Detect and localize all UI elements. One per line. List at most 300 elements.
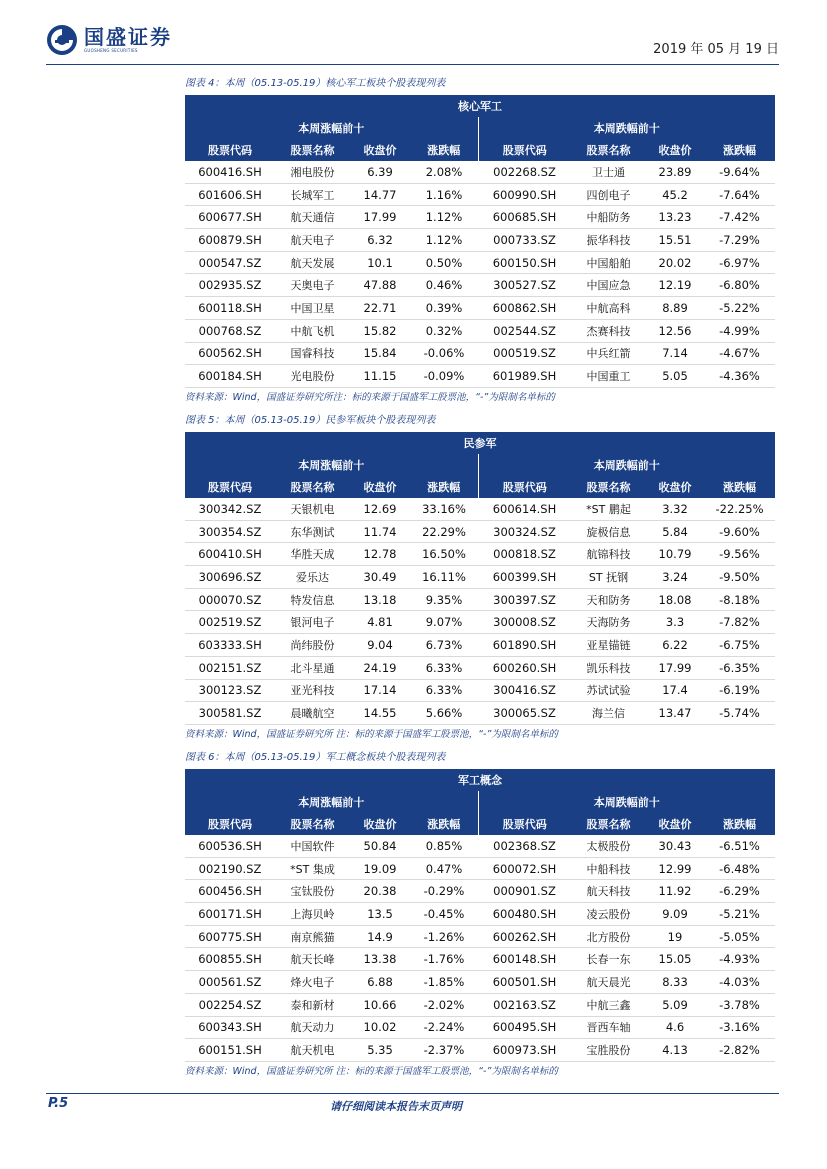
table-cell: 晋西车轴 [571,1016,646,1039]
table-row [185,206,775,229]
table-row [185,183,775,206]
table-cell: 300342.SZ [185,498,275,520]
stock-table [185,769,775,1062]
table-cell: 烽火电子 [275,971,350,994]
table-cell: 中兵红箭 [571,342,646,365]
table-cell: 特发信息 [275,588,350,611]
down-group-header: 本周跌幅前十 [478,791,775,813]
column-header: 股票代码 [185,139,275,161]
table-cell: -5.05% [704,925,775,948]
table-cell: 600410.SH [185,543,275,566]
table-cell: 002544.SZ [478,319,571,342]
table-cell: 6.33% [410,656,478,679]
source-note: 资料来源：Wind，国盛证券研究所 注：标的来源于国盛军工股票池，“-”为限制名单标的 [185,728,558,740]
table-row [185,229,775,252]
table-cell: 50.84 [350,835,410,857]
table-cell: -4.93% [704,948,775,971]
table-cell: -7.42% [704,206,775,229]
source-note: 资料来源：Wind，国盛证券研究所 注：标的来源于国盛军工股票池，“-”为限制名单标的 [185,1065,558,1077]
table-cell: 600456.SH [185,880,275,903]
table-cell: 航天发展 [275,251,350,274]
table-cell: 600501.SH [478,971,571,994]
column-header: 涨跌幅 [410,813,478,835]
table-cell: -0.09% [410,365,478,388]
table-cell: 9.09 [646,903,704,926]
table-cell: 600260.SH [478,656,571,679]
table-cell: 12.56 [646,319,704,342]
table-cell: 3.32 [646,498,704,520]
table-row [185,925,775,948]
table-cell: 南京熊猫 [275,925,350,948]
table-row [185,365,775,388]
table-cell: 11.74 [350,520,410,543]
table-cell: 15.82 [350,319,410,342]
table-cell: 300581.SZ [185,702,275,725]
table-cell: 航天晨光 [571,971,646,994]
table-body [185,161,775,387]
table-row [185,857,775,880]
table-title: 核心军工 [185,95,775,117]
table-cell: 尚纬股份 [275,634,350,657]
table-cell: 23.89 [646,161,704,183]
table-cell: 17.99 [646,656,704,679]
table-caption: 图表 6：本周（05.13-05.19）军工概念板块个股表现列表 [185,752,446,763]
table-cell: 泰和新材 [275,993,350,1016]
table-cell: 000818.SZ [478,543,571,566]
table-cell: 600990.SH [478,183,571,206]
table-row [185,498,775,520]
stock-table [185,432,775,725]
table-cell: 002163.SZ [478,993,571,1016]
column-header: 股票代码 [478,476,571,498]
table-section-civil-military [185,413,775,743]
column-header: 股票代码 [478,139,571,161]
table-row [185,835,775,857]
table-cell: 600536.SH [185,835,275,857]
table-cell: 12.69 [350,498,410,520]
table-cell: 中国船舶 [571,251,646,274]
table-cell: 海兰信 [571,702,646,725]
table-cell: 14.77 [350,183,410,206]
up-group-header: 本周涨幅前十 [185,791,478,813]
table-cell: 13.38 [350,948,410,971]
table-caption: 图表 4：本周（05.13-05.19）核心军工板块个股表现列表 [185,78,446,89]
table-cell: 6.39 [350,161,410,183]
table-title: 民参军 [185,432,775,454]
table-cell: 600775.SH [185,925,275,948]
table-cell: 22.29% [410,520,478,543]
table-cell: *ST 鹏起 [571,498,646,520]
table-cell: 0.50% [410,251,478,274]
table-cell: 13.23 [646,206,704,229]
table-cell: 600072.SH [478,857,571,880]
table-cell: -6.97% [704,251,775,274]
logo-text: 国盛证券 [84,25,172,49]
table-cell: 600495.SH [478,1016,571,1039]
table-cell: 15.51 [646,229,704,252]
table-cell: 10.66 [350,993,410,1016]
table-cell: 北斗星通 [275,656,350,679]
table-row [185,1016,775,1039]
table-cell: 爱乐达 [275,566,350,589]
column-header: 股票名称 [571,476,646,498]
table-cell: -5.74% [704,702,775,725]
table-cell: 亚光科技 [275,679,350,702]
table-cell: 卫士通 [571,161,646,183]
column-header: 股票代码 [478,813,571,835]
down-group-header: 本周跌幅前十 [478,117,775,139]
table-cell: 12.99 [646,857,704,880]
column-header: 收盘价 [350,813,410,835]
table-row [185,543,775,566]
footer-disclaimer: 请仔细阅读本报告末页声明 [330,1100,462,1113]
table-cell: 12.78 [350,543,410,566]
table-cell: -4.99% [704,319,775,342]
table-cell: 5.66% [410,702,478,725]
table-cell: 002254.SZ [185,993,275,1016]
table-cell: -7.82% [704,611,775,634]
table-cell: 3.3 [646,611,704,634]
table-cell: 12.19 [646,274,704,297]
table-cell: 600973.SH [478,1039,571,1062]
column-header: 收盘价 [646,813,704,835]
table-cell: -3.78% [704,993,775,1016]
table-cell: 600399.SH [478,566,571,589]
table-cell: -9.64% [704,161,775,183]
table-cell: -9.60% [704,520,775,543]
table-cell: -22.25% [704,498,775,520]
table-cell: 亚星锚链 [571,634,646,657]
table-cell: 8.89 [646,297,704,320]
table-cell: 天海防务 [571,611,646,634]
table-cell: 旋极信息 [571,520,646,543]
table-cell: 0.39% [410,297,478,320]
page-number: P.5 [48,1096,69,1111]
table-cell: 振华科技 [571,229,646,252]
table-body [185,498,775,724]
table-cell: 000768.SZ [185,319,275,342]
table-row [185,880,775,903]
table-cell: 600879.SH [185,229,275,252]
table-cell: -2.02% [410,993,478,1016]
table-cell: 000733.SZ [478,229,571,252]
table-cell: 603333.SH [185,634,275,657]
table-cell: 24.19 [350,656,410,679]
table-cell: 600150.SH [478,251,571,274]
table-cell: 杰赛科技 [571,319,646,342]
table-cell: 300065.SZ [478,702,571,725]
table-cell: 600562.SH [185,342,275,365]
table-cell: -9.50% [704,566,775,589]
column-header: 涨跌幅 [410,476,478,498]
table-row [185,679,775,702]
table-cell: 14.9 [350,925,410,948]
table-cell: 1.12% [410,206,478,229]
table-cell: 600171.SH [185,903,275,926]
table-cell: -0.29% [410,880,478,903]
table-cell: 600614.SH [478,498,571,520]
table-row [185,588,775,611]
table-caption: 图表 5：本周（05.13-05.19）民参军板块个股表现列表 [185,415,436,426]
table-cell: 33.16% [410,498,478,520]
table-cell: 002935.SZ [185,274,275,297]
table-cell: 太极股份 [571,835,646,857]
table-cell: -7.64% [704,183,775,206]
table-cell: -6.75% [704,634,775,657]
table-cell: 北方股份 [571,925,646,948]
table-cell: 7.14 [646,342,704,365]
table-cell: 19 [646,925,704,948]
table-cell: 13.18 [350,588,410,611]
table-cell: -0.45% [410,903,478,926]
column-header: 股票名称 [275,476,350,498]
table-cell: -5.22% [704,297,775,320]
table-row [185,297,775,320]
table-cell: 30.43 [646,835,704,857]
table-cell: -6.51% [704,835,775,857]
table-body [185,835,775,1061]
table-cell: 17.4 [646,679,704,702]
table-cell: 002151.SZ [185,656,275,679]
table-cell: 0.85% [410,835,478,857]
table-cell: 13.47 [646,702,704,725]
table-cell: 中航飞机 [275,319,350,342]
table-cell: 航天动力 [275,1016,350,1039]
table-cell: 10.79 [646,543,704,566]
header-divider [46,64,779,65]
table-cell: *ST 集成 [275,857,350,880]
table-cell: 000901.SZ [478,880,571,903]
table-cell: 四创电子 [571,183,646,206]
table-cell: -3.16% [704,1016,775,1039]
table-cell: 20.38 [350,880,410,903]
table-cell: -6.48% [704,857,775,880]
table-cell: 6.32 [350,229,410,252]
table-cell: -6.35% [704,656,775,679]
table-cell: 5.05 [646,365,704,388]
table-cell: 600151.SH [185,1039,275,1062]
column-header: 股票代码 [185,813,275,835]
table-cell: -2.82% [704,1039,775,1062]
table-cell: 14.55 [350,702,410,725]
column-header: 股票名称 [571,139,646,161]
table-cell: 300527.SZ [478,274,571,297]
table-cell: -7.29% [704,229,775,252]
table-cell: 600416.SH [185,161,275,183]
table-cell: 17.14 [350,679,410,702]
column-header: 涨跌幅 [704,476,775,498]
table-cell: 47.88 [350,274,410,297]
table-cell: 中航高科 [571,297,646,320]
column-header: 股票代码 [185,476,275,498]
table-cell: 20.02 [646,251,704,274]
table-cell: 航天通信 [275,206,350,229]
table-cell: 6.73% [410,634,478,657]
table-row [185,656,775,679]
column-header: 股票名称 [275,813,350,835]
table-cell: 300416.SZ [478,679,571,702]
table-cell: 002368.SZ [478,835,571,857]
table-cell: 300008.SZ [478,611,571,634]
table-cell: -6.19% [704,679,775,702]
table-cell: 16.11% [410,566,478,589]
table-cell: 600262.SH [478,925,571,948]
table-cell: 600118.SH [185,297,275,320]
table-cell: ST 抚钢 [571,566,646,589]
table-row [185,611,775,634]
column-header: 股票名称 [571,813,646,835]
table-cell: 601989.SH [478,365,571,388]
table-cell: 002268.SZ [478,161,571,183]
table-cell: 600184.SH [185,365,275,388]
table-cell: 湘电股份 [275,161,350,183]
table-cell: 11.92 [646,880,704,903]
table-cell: 8.33 [646,971,704,994]
table-cell: 30.49 [350,566,410,589]
table-cell: 天奥电子 [275,274,350,297]
table-cell: 凌云股份 [571,903,646,926]
table-cell: 002519.SZ [185,611,275,634]
table-cell: 0.47% [410,857,478,880]
table-cell: 中船防务 [571,206,646,229]
table-cell: -4.67% [704,342,775,365]
table-cell: 6.22 [646,634,704,657]
table-cell: -5.21% [704,903,775,926]
table-cell: 中船科技 [571,857,646,880]
stock-table [185,95,775,388]
table-cell: 宝胜股份 [571,1039,646,1062]
table-cell: 600343.SH [185,1016,275,1039]
table-cell: 苏试试验 [571,679,646,702]
table-cell: 中国应急 [571,274,646,297]
table-cell: -8.18% [704,588,775,611]
table-cell: 5.09 [646,993,704,1016]
table-cell: -6.80% [704,274,775,297]
table-cell: -2.24% [410,1016,478,1039]
table-row [185,948,775,971]
table-cell: 0.46% [410,274,478,297]
logo-subtext: GUOSHENG SECURITIES [84,48,138,53]
table-cell: 东华测试 [275,520,350,543]
table-row [185,903,775,926]
table-cell: 002190.SZ [185,857,275,880]
table-cell: 长春一东 [571,948,646,971]
table-cell: 6.33% [410,679,478,702]
table-row [185,566,775,589]
table-cell: 4.81 [350,611,410,634]
table-cell: 华胜天成 [275,543,350,566]
table-cell: -1.26% [410,925,478,948]
table-cell: 10.02 [350,1016,410,1039]
table-row [185,274,775,297]
table-cell: 0.32% [410,319,478,342]
table-cell: 300324.SZ [478,520,571,543]
table-row [185,342,775,365]
table-row [185,971,775,994]
table-cell: 9.35% [410,588,478,611]
source-note: 资料来源：Wind，国盛证券研究所注：标的来源于国盛军工股票池，“-”为限制名单标的 [185,391,555,403]
table-section-military-concept [185,750,775,1080]
column-header: 涨跌幅 [704,813,775,835]
table-cell: 2.08% [410,161,478,183]
table-row [185,251,775,274]
table-cell: -9.56% [704,543,775,566]
table-row [185,319,775,342]
table-cell: 上海贝岭 [275,903,350,926]
table-cell: -2.37% [410,1039,478,1062]
table-cell: -1.85% [410,971,478,994]
up-group-header: 本周涨幅前十 [185,117,478,139]
table-cell: 17.99 [350,206,410,229]
table-cell: 600855.SH [185,948,275,971]
table-cell: 300696.SZ [185,566,275,589]
column-header: 收盘价 [646,139,704,161]
table-cell: -4.36% [704,365,775,388]
table-cell: 中国重工 [571,365,646,388]
table-cell: 300123.SZ [185,679,275,702]
table-cell: 银河电子 [275,611,350,634]
table-cell: 601890.SH [478,634,571,657]
table-cell: 9.04 [350,634,410,657]
table-cell: 航天电子 [275,229,350,252]
table-cell: 601606.SH [185,183,275,206]
table-cell: 16.50% [410,543,478,566]
table-cell: 15.05 [646,948,704,971]
table-cell: 22.71 [350,297,410,320]
table-cell: 000519.SZ [478,342,571,365]
column-header: 收盘价 [646,476,704,498]
table-cell: 1.16% [410,183,478,206]
table-cell: 宝钛股份 [275,880,350,903]
table-cell: 18.08 [646,588,704,611]
table-cell: 凯乐科技 [571,656,646,679]
table-cell: 航天科技 [571,880,646,903]
table-cell: 5.84 [646,520,704,543]
table-cell: 天银机电 [275,498,350,520]
table-row [185,161,775,183]
table-cell: 4.6 [646,1016,704,1039]
table-cell: -4.03% [704,971,775,994]
table-cell: 000561.SZ [185,971,275,994]
table-cell: 航天机电 [275,1039,350,1062]
table-cell: 航天长峰 [275,948,350,971]
table-cell: -1.76% [410,948,478,971]
table-cell: 光电股份 [275,365,350,388]
table-cell: 晨曦航空 [275,702,350,725]
table-cell: 600148.SH [478,948,571,971]
table-cell: 中国软件 [275,835,350,857]
table-cell: -6.29% [704,880,775,903]
table-section-core-military [185,76,775,406]
column-header: 涨跌幅 [410,139,478,161]
table-cell: 13.5 [350,903,410,926]
table-cell: 15.84 [350,342,410,365]
page-header [0,0,827,66]
table-row [185,993,775,1016]
table-row [185,1039,775,1062]
table-cell: 5.35 [350,1039,410,1062]
table-cell: 000070.SZ [185,588,275,611]
table-cell: 中航三鑫 [571,993,646,1016]
table-cell: 9.07% [410,611,478,634]
table-cell: 45.2 [646,183,704,206]
table-cell: 19.09 [350,857,410,880]
table-cell: 600480.SH [478,903,571,926]
down-group-header: 本周跌幅前十 [478,454,775,476]
column-header: 股票名称 [275,139,350,161]
company-logo [46,24,172,56]
table-cell: 600862.SH [478,297,571,320]
